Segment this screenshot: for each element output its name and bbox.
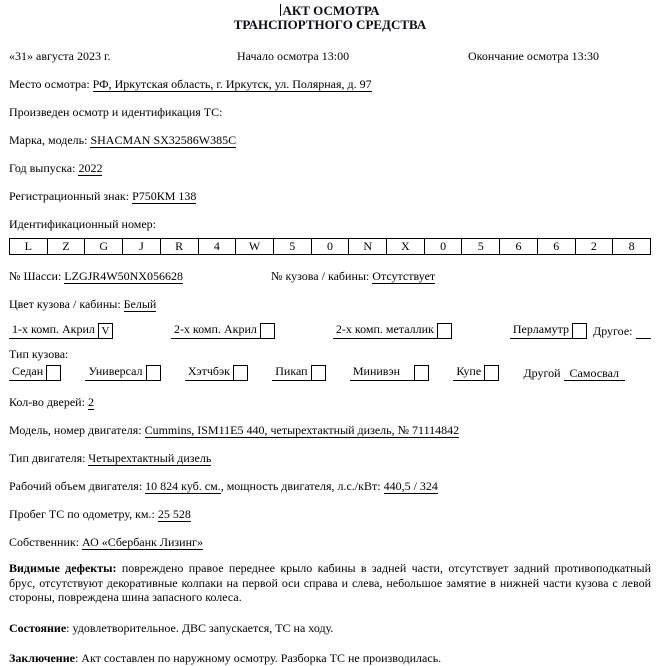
body-option-hatchback-label: Хэтчбэк bbox=[185, 364, 233, 381]
field-cab-value: Отсутствует bbox=[372, 269, 436, 283]
checkbox-body-wagon[interactable] bbox=[146, 365, 161, 381]
field-color-value: Белый bbox=[123, 297, 157, 311]
checkbox-body-pickup[interactable] bbox=[311, 365, 326, 381]
field-chassis-value: LZGJR4W50NX056628 bbox=[64, 269, 183, 283]
vin-cell: 8 bbox=[613, 239, 651, 255]
vin-cell: G bbox=[85, 239, 123, 255]
paint-option-pearl bbox=[510, 322, 587, 339]
condition-text: : удовлетворительное. ДВС запускается, ТС на ходу. bbox=[66, 620, 334, 635]
field-cab-label: № кузова / кабины: bbox=[271, 269, 370, 283]
checkbox-body-minivan[interactable] bbox=[414, 365, 429, 381]
field-reg-value: Р750КМ 138 bbox=[132, 189, 197, 203]
paint-option-acrylic-2k bbox=[171, 322, 275, 339]
field-mileage-label: Пробег ТС по одометру, км.: bbox=[9, 507, 155, 521]
body-option-pickup-label: Пикап bbox=[272, 364, 310, 381]
defects-label: Видимые дефекты: bbox=[9, 561, 117, 575]
vin-cell: L bbox=[10, 239, 48, 255]
field-owner-label: Собственник: bbox=[9, 535, 80, 549]
vin-cell: 5 bbox=[462, 239, 500, 255]
field-mileage-value: 25 528 bbox=[157, 507, 191, 521]
inspection-date: «31» августа 2023 г. bbox=[9, 49, 111, 63]
vin-cell: 2 bbox=[575, 239, 613, 255]
field-color bbox=[9, 297, 651, 311]
field-mileage bbox=[9, 507, 651, 521]
vin-cell: 0 bbox=[424, 239, 462, 255]
body-other-label: Другой bbox=[523, 366, 561, 380]
body-option-coupe-label: Купе bbox=[453, 364, 484, 381]
field-chassis bbox=[9, 269, 271, 283]
title-text-2: ТРАНСПОРТНОГО СРЕДСТВА bbox=[233, 17, 427, 32]
vin-cell: X bbox=[387, 239, 425, 255]
field-engine-volume-label: Рабочий объем двигателя: bbox=[9, 479, 143, 493]
checkbox-paint-pearl[interactable] bbox=[572, 323, 587, 339]
paint-other bbox=[593, 324, 651, 339]
paint-option-metallic-2k bbox=[333, 322, 452, 339]
vin-cell: 6 bbox=[500, 239, 538, 255]
paint-option-acrylic-1k-label: 1-х комп. Акрил bbox=[9, 322, 98, 339]
field-year-label: Год выпуска: bbox=[9, 161, 76, 175]
field-color-label: Цвет кузова / кабины: bbox=[9, 297, 121, 311]
field-chassis-label: № Шасси: bbox=[9, 269, 62, 283]
field-doors bbox=[9, 395, 651, 409]
vin-row bbox=[10, 239, 651, 255]
vin-cell: 0 bbox=[311, 239, 349, 255]
body-option-hatchback bbox=[185, 364, 248, 381]
title-text-1: АКТ ОСМОТРА bbox=[282, 3, 380, 18]
paint-other-field[interactable] bbox=[636, 325, 651, 339]
body-option-wagon-label: Универсал bbox=[85, 364, 145, 381]
inspection-end-time: Окончание осмотра 13:30 bbox=[468, 49, 599, 63]
checkbox-body-coupe[interactable] bbox=[484, 365, 499, 381]
body-option-minivan bbox=[350, 364, 429, 381]
document-title bbox=[9, 4, 651, 32]
vin-cell: 5 bbox=[273, 239, 311, 255]
checkbox-body-hatchback[interactable] bbox=[233, 365, 248, 381]
defects-paragraph bbox=[9, 561, 651, 605]
field-engine-model-label: Модель, номер двигателя: bbox=[9, 423, 142, 437]
field-doors-label: Кол-во дверей: bbox=[9, 395, 85, 409]
vin-cell: J bbox=[123, 239, 161, 255]
chassis-cab-row bbox=[9, 269, 651, 283]
body-option-minivan-label: Минивэн bbox=[350, 364, 414, 381]
body-option-sedan-label: Седан bbox=[9, 364, 46, 381]
paint-option-acrylic-2k-label: 2-х комп. Акрил bbox=[171, 322, 260, 339]
paint-other-label: Другое: bbox=[593, 324, 633, 338]
body-other bbox=[523, 366, 625, 381]
body-type-label: Тип кузова: bbox=[9, 347, 69, 361]
field-engine-model-value: Cummins, ISM11E5 440, четырехтактный дизель, № 71114842 bbox=[144, 423, 460, 437]
field-reg bbox=[9, 189, 651, 203]
field-cab bbox=[271, 269, 435, 283]
field-engine-volume-value: 10 824 куб. см. bbox=[145, 479, 221, 493]
vin-cell: R bbox=[160, 239, 198, 255]
field-engine-power-value: 440,5 / 324 bbox=[383, 479, 438, 493]
field-engine-type-label: Тип двигателя: bbox=[9, 451, 86, 465]
defects-text: повреждено правое переднее крыло кабины в задней части, отсутствует задний противоподкатный брус, отсутствуют декоративные колпаки на первой оси справа и слева, небольшое замятие в нижней части кузова с левой стороны, повреждена шина запасного колеса. bbox=[9, 561, 651, 604]
checkbox-paint-acrylic-2k[interactable] bbox=[260, 323, 275, 339]
checkbox-paint-metallic-2k[interactable] bbox=[437, 323, 452, 339]
inspection-start-time: Начало осмотра 13:00 bbox=[237, 49, 350, 63]
body-option-sedan bbox=[9, 364, 61, 381]
vin-label: Идентификационный номер: bbox=[9, 217, 156, 231]
field-doors-value: 2 bbox=[87, 395, 94, 409]
field-year-value: 2022 bbox=[78, 161, 103, 175]
vin-cell: W bbox=[236, 239, 274, 255]
body-option-wagon bbox=[85, 364, 160, 381]
vin-cell: N bbox=[349, 239, 387, 255]
field-engine-model bbox=[9, 423, 651, 437]
field-engine-type-value: Четырехтактный дизель bbox=[88, 451, 212, 465]
body-option-pickup bbox=[272, 364, 325, 381]
field-place bbox=[9, 77, 651, 91]
paint-type-row bbox=[9, 322, 651, 339]
paint-option-acrylic-1k bbox=[9, 322, 113, 339]
field-year bbox=[9, 161, 651, 175]
field-make-label: Марка, модель: bbox=[9, 133, 88, 147]
field-owner bbox=[9, 535, 651, 549]
checkbox-body-sedan[interactable] bbox=[46, 365, 61, 381]
field-make-value: SHACMAN SX32586W385C bbox=[90, 133, 237, 147]
vin-table bbox=[9, 238, 651, 255]
field-place-value: РФ, Иркутская область, г. Иркутск, ул. Полярная, д. 97 bbox=[92, 77, 372, 91]
paint-option-pearl-label: Перламутр bbox=[510, 322, 572, 339]
field-owner-value: АО «Сбербанк Лизинг» bbox=[82, 535, 203, 549]
field-reg-label: Регистрационный знак: bbox=[9, 189, 130, 203]
field-place-label: Место осмотра: bbox=[9, 77, 90, 91]
field-make bbox=[9, 133, 651, 147]
vin-cell: 4 bbox=[198, 239, 236, 255]
vin-cell: Z bbox=[47, 239, 85, 255]
condition-label: Состояние bbox=[9, 620, 67, 635]
field-engine-type bbox=[9, 451, 651, 465]
conclusion-paragraph bbox=[9, 651, 651, 666]
body-other-value[interactable]: Самосвал bbox=[564, 366, 625, 381]
title-line-1 bbox=[9, 4, 651, 18]
field-engine-power-label: , мощность двигателя, л.с./кВт: bbox=[220, 479, 381, 493]
conclusion-text: : Акт составлен по наружному осмотру. Разборка ТС не производилась. bbox=[74, 651, 442, 665]
field-engine-volume bbox=[9, 479, 651, 493]
vin-cell: 6 bbox=[537, 239, 575, 255]
condition-paragraph bbox=[9, 621, 651, 636]
body-type-row bbox=[9, 364, 651, 381]
meta-row bbox=[9, 49, 651, 63]
checkbox-paint-acrylic-1k[interactable]: V bbox=[98, 323, 113, 339]
body-option-coupe bbox=[453, 364, 499, 381]
conclusion-label: Заключение bbox=[9, 651, 75, 665]
paint-option-metallic-2k-label: 2-х комп. металлик bbox=[333, 322, 437, 339]
performed-line: Произведен осмотр и идентификация ТС: bbox=[9, 105, 223, 119]
